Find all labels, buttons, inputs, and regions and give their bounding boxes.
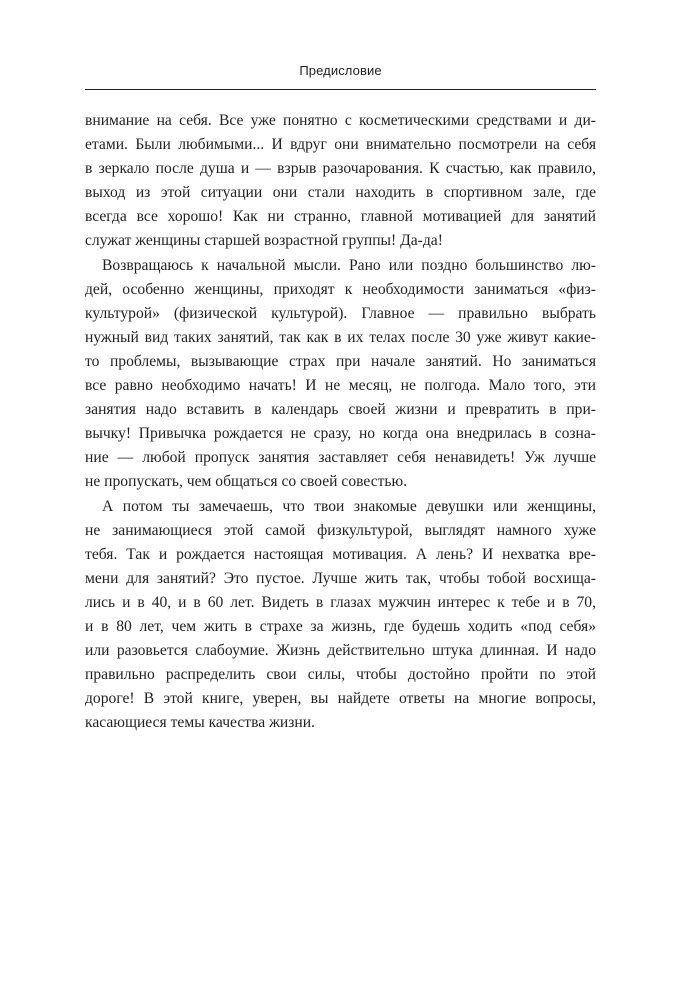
text-line: внимание на себя. Все уже понятно с косметическими средствами и ди- <box>85 112 596 129</box>
text-line: нужный вид таких занятий, так как в их телах после 30 уже живут какие- <box>85 328 596 346</box>
text-line: мени для занятий? Это пустое. Лучше жить так, чтобы тобой восхища- <box>85 569 596 587</box>
running-header-title: Предисловие <box>299 63 382 78</box>
text-line: в зеркало после душа и — взрыв разочарования. К счастью, как правило, <box>85 160 596 178</box>
text-line: лись и в 40, и в 60 лет. Видеть в глазах мужчин интерес к тебе и в 70, <box>85 593 596 611</box>
text-line: А потом ты замечаешь, что твои знакомые девушки или женщины, <box>102 497 596 515</box>
paragraph <box>85 495 596 736</box>
text-line: выход из этой ситуации они стали находить в спортивном зале, где <box>85 184 596 202</box>
text-line: служат женщины старшей возрастной группы! Да-да! <box>85 232 443 250</box>
text-line: дей, особенно женщины, приходят к необходимости заниматься «физ- <box>85 280 596 298</box>
paragraph <box>85 254 596 495</box>
text-line: тебя. Так и рождается настоящая мотивация. А лень? И нехватка вре- <box>85 545 596 563</box>
text-line: или разовьется слабоумие. Жизнь действительно штука длинная. И надо <box>85 642 596 660</box>
text-line: занятия надо вставить в календарь своей жизни и превратить в при- <box>85 401 596 419</box>
text-line: не занимающиеся этой самой физкультурой, выглядят намного хуже <box>85 521 596 539</box>
text-line: вычку! Привычка рождается не сразу, но когда она внедрилась в созна- <box>85 425 596 443</box>
text-line: все равно необходимо начать! И не месяц, не полгода. Мало того, эти <box>85 377 596 395</box>
text-line: правильно распределить свои силы, чтобы достойно пройти по этой <box>85 666 596 684</box>
text-line: етами. Были любимыми... И вдруг они внимательно посмотрели на себя <box>85 136 596 154</box>
text-line: дороге! В этой книге, уверен, вы найдете ответы на многие вопросы, <box>85 690 596 708</box>
paragraph <box>85 109 596 254</box>
text-line: культурой» (физической культурой). Главное — правильно выбрать <box>85 304 596 322</box>
text-line: ние — любой пропуск занятия заставляет себя ненавидеть! Уж лучше <box>85 449 596 467</box>
text-line: касающиеся темы качества жизни. <box>85 714 315 732</box>
body-text <box>85 109 596 735</box>
text-line: всегда все хорошо! Как ни странно, главной мотивацией для занятий <box>85 208 596 226</box>
header-rule <box>85 89 596 90</box>
text-line: Возвращаюсь к начальной мысли. Рано или поздно большинство лю- <box>102 256 596 274</box>
text-line: то проблемы, вызывающие страх при начале занятий. Но заниматься <box>85 352 596 370</box>
text-line: не пропускать, чем общаться со своей совестью. <box>85 473 408 491</box>
text-line: и в 80 лет, чем жить в страхе за жизнь, где будешь ходить «под себя» <box>85 617 596 635</box>
